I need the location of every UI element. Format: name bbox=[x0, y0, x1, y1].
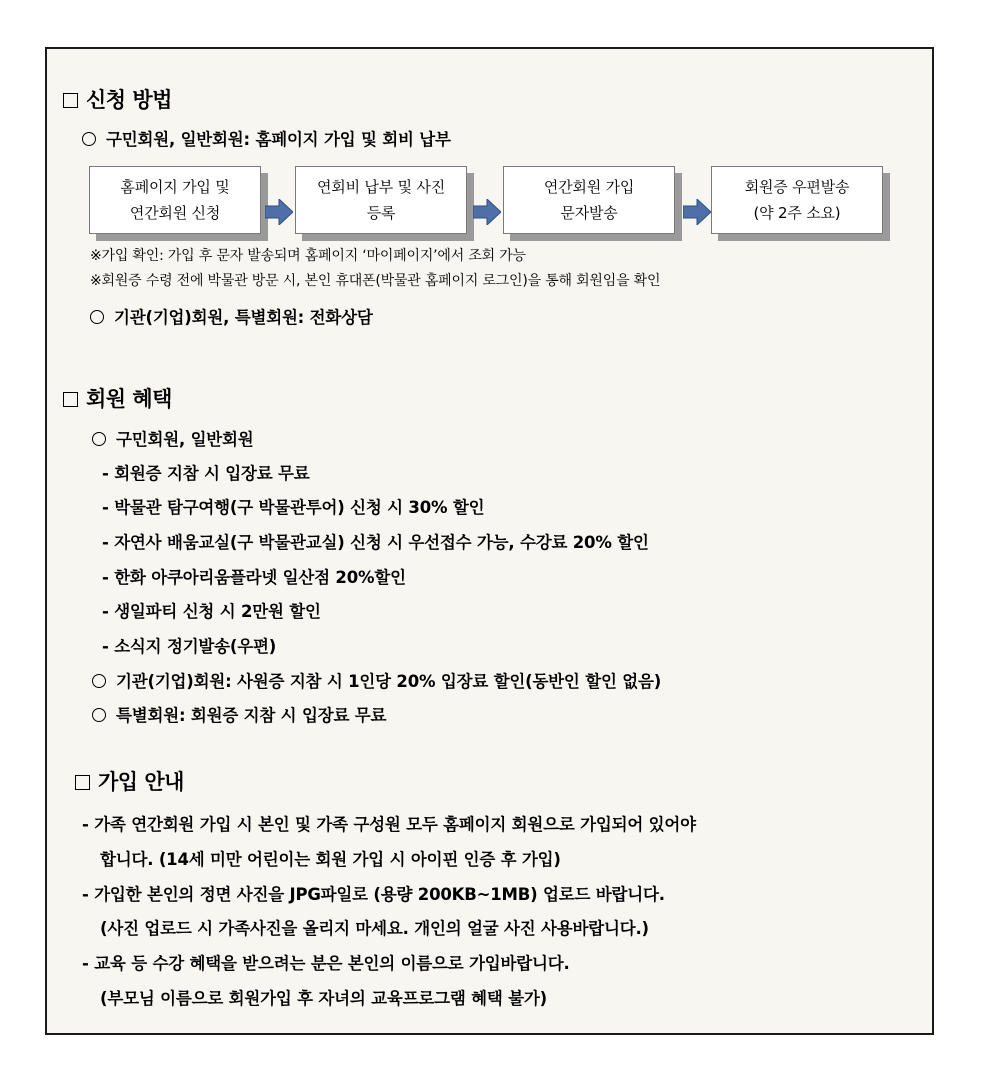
apply-note-confirm: ※가입 확인: 가입 후 문자 발송되며 홈페이지 ‘마이페이지’에서 조회 가능 bbox=[90, 248, 526, 264]
apply-note-card: ※회원증 수령 전에 박물관 방문 시, 본인 휴대폰(박물관 홈페이지 로그인)을 통해 회원임을 확인 bbox=[90, 273, 661, 289]
join-line: - 교육 등 수강 혜택을 받으려는 분은 본인의 이름으로 가입바랍니다. bbox=[82, 954, 570, 973]
benefits-group-corporate bbox=[92, 668, 661, 692]
checkbox-square-icon bbox=[63, 392, 78, 407]
join-line: (부모님 이름으로 회원가입 후 자녀의 교육프로그램 혜택 불가) bbox=[100, 989, 547, 1008]
section-title-join bbox=[75, 766, 184, 796]
apply-item-general bbox=[82, 126, 451, 150]
arrow-right-icon bbox=[265, 199, 293, 225]
apply-item-special-text: 기관(기업)회원, 특별회원: 전화상담 bbox=[114, 308, 373, 327]
apply-item-general-text: 구민회원, 일반회원: 홈페이지 가입 및 회비 납부 bbox=[106, 130, 451, 149]
circle-bullet-icon bbox=[90, 310, 104, 324]
flow-step-3-text: 연간회원 가입 문자발송 bbox=[543, 178, 635, 222]
circle-bullet-icon bbox=[82, 132, 96, 146]
benefits-group-special bbox=[92, 702, 386, 726]
checkbox-square-icon bbox=[63, 93, 78, 108]
join-line: 합니다. (14세 미만 어린이는 회원 가입 시 아이핀 인증 후 가입) bbox=[100, 850, 561, 869]
section-title-join-text: 가입 안내 bbox=[98, 770, 184, 794]
benefit-item: - 자연사 배움교실(구 박물관교실) 신청 시 우선접수 가능, 수강료 20% 할인 bbox=[102, 533, 649, 552]
circle-bullet-icon bbox=[92, 674, 106, 688]
flow-step-1 bbox=[89, 166, 261, 234]
flow-step-3 bbox=[503, 166, 675, 234]
flow-step-2-text: 연회비 납부 및 사진 등록 bbox=[316, 178, 446, 222]
section-title-apply-text: 신청 방법 bbox=[86, 88, 172, 112]
join-line: - 가입한 본인의 정면 사진을 JPG파일로 (용량 200KB~1MB) 업로드 바랍니다. bbox=[82, 885, 665, 904]
benefit-item: - 생일파티 신청 시 2만원 할인 bbox=[102, 602, 321, 621]
benefit-item: - 회원증 지참 시 입장료 무료 bbox=[102, 464, 310, 483]
benefits-group-special-text: 특별회원: 회원증 지참 시 입장료 무료 bbox=[116, 706, 387, 725]
arrow-right-icon bbox=[683, 199, 711, 225]
checkbox-square-icon bbox=[75, 775, 90, 790]
section-title-apply bbox=[63, 84, 172, 114]
section-title-benefits-text: 회원 혜택 bbox=[86, 387, 172, 411]
benefit-item: - 박물관 탐구여행(구 박물관투어) 신청 시 30% 할인 bbox=[102, 498, 485, 517]
benefits-group-corporate-text: 기관(기업)회원: 사원증 지참 시 1인당 20% 입장료 할인(동반인 할인 없음) bbox=[116, 672, 662, 691]
circle-bullet-icon bbox=[92, 708, 106, 722]
benefits-group-general-text: 구민회원, 일반회원 bbox=[116, 430, 254, 449]
join-line: (사진 업로드 시 가족사진을 올리지 마세요. 개인의 얼굴 사진 사용바랍니다.) bbox=[100, 919, 649, 938]
arrow-right-icon bbox=[473, 199, 501, 225]
flow-step-2 bbox=[295, 166, 467, 234]
flow-step-4 bbox=[711, 166, 883, 234]
benefits-group-general bbox=[92, 426, 254, 450]
join-line: - 가족 연간회원 가입 시 본인 및 가족 구성원 모두 홈페이지 회원으로 가입되어 있어야 bbox=[82, 815, 696, 834]
circle-bullet-icon bbox=[92, 432, 106, 446]
flow-step-1-text: 홈페이지 가입 및 연간회원 신청 bbox=[120, 178, 230, 222]
benefit-item: - 소식지 정기발송(우편) bbox=[102, 637, 277, 656]
benefit-item: - 한화 아쿠아리움플라넷 일산점 20%할인 bbox=[102, 568, 406, 587]
apply-item-special bbox=[90, 304, 373, 328]
section-title-benefits bbox=[63, 383, 172, 413]
flow-step-4-text: 회원증 우편발송 (약 2주 소요) bbox=[744, 178, 850, 222]
